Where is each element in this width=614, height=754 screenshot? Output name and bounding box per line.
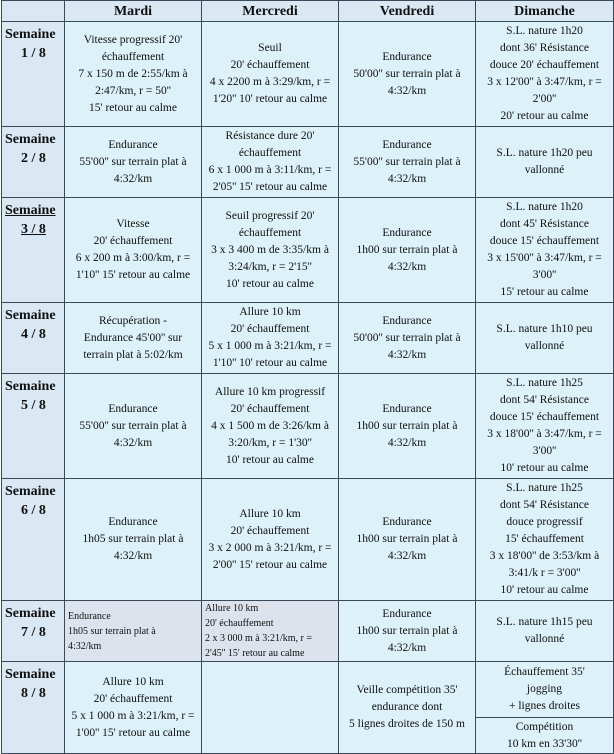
cell-line: Vitesse (116, 218, 150, 230)
cell-line: échauffement (238, 226, 302, 239)
cell-line: 3 x 12'00'' à 3:47/km, r = (487, 76, 602, 88)
week-label-number: 1 / 8 (21, 46, 46, 61)
week-label-word: Semaine (5, 203, 56, 218)
session-dimanche (476, 127, 614, 198)
cell-line: 4:32/km (387, 550, 427, 562)
week-label (2, 601, 65, 662)
cell-line: 4:32/km (113, 550, 153, 562)
cell-line: Endurance (108, 138, 158, 151)
week-label-number: 7 / 8 (21, 625, 46, 640)
week-label-number: 6 / 8 (21, 503, 46, 518)
cell-line: 15' retour au calme (500, 286, 589, 298)
week-label (2, 303, 65, 374)
cell-line: Allure 10 km (239, 306, 301, 318)
cell-line: Résistance dure 20' (225, 130, 315, 142)
cell-line: 5 x 1 000 m à 3:21/km, r = (71, 709, 195, 722)
session-mercredi (202, 22, 339, 127)
cell-line: Endurance (382, 607, 432, 620)
week-row (2, 662, 614, 754)
week-label-word: Semaine (5, 606, 56, 621)
cell-line: 20' échauffement (93, 692, 173, 705)
cell-line: terrain plat à 5:02/km (83, 348, 183, 361)
week-label-number: 5 / 8 (21, 398, 46, 413)
cell-line: 2'00'' (532, 93, 557, 105)
session-dimanche (476, 303, 614, 374)
cell-line: Endurance (108, 516, 158, 528)
session-dimanche (476, 601, 614, 662)
cell-line: 50'00'' sur terrain plat à (353, 331, 461, 344)
cell-line: 3'00'' (532, 269, 557, 281)
week-label-number: 3 / 8 (21, 222, 46, 237)
cell-line: 55'00'' sur terrain plat à (79, 155, 187, 168)
cell-line: échauffement (238, 147, 302, 159)
cell-line: 20' échauffement (230, 402, 310, 415)
session-mardi (65, 601, 202, 662)
week-label-word: Semaine (5, 667, 56, 682)
week-label-number: 4 / 8 (21, 327, 46, 342)
cell-line: S.L. nature 1h25 (506, 482, 583, 494)
cell-line: 55'00'' sur terrain plat à (79, 419, 187, 432)
session-vendredi (339, 374, 476, 479)
cell-line: 6 x 200 m à 3:00/km, r = (75, 252, 191, 264)
week-row (2, 601, 614, 662)
cell-line: Seuil progressif 20' (225, 209, 315, 222)
cell-line: 1h00 sur terrain plat à (356, 533, 458, 545)
training-plan-table (1, 0, 614, 754)
header-vendredi: Vendredi (339, 1, 476, 22)
cell-line: vallonné (524, 164, 565, 176)
cell-line: 1h05 sur terrain plat à (68, 625, 156, 637)
session-mercredi (202, 662, 339, 754)
week-label-word: Semaine (5, 484, 56, 499)
cell-line: 50'00'' sur terrain plat à (353, 67, 461, 80)
cell-line: 4:32/km (387, 260, 427, 273)
cell-line: 2'00'' 15' retour au calme (212, 558, 328, 571)
week-row (2, 374, 614, 479)
cell-line: 1h00 sur terrain plat à (356, 624, 458, 637)
cell-line: 1h00 sur terrain plat à (356, 243, 458, 256)
session-vendredi (339, 601, 476, 662)
cell-line: 4 x 2200 m à 3:29/km, r = (209, 76, 331, 88)
week-label-word: Semaine (5, 308, 56, 323)
cell-line: 6 x 1 000 m à 3:11/km, r = (208, 164, 332, 176)
cell-line: 1'20'' 10' retour au calme (212, 93, 328, 105)
cell-line: 3'00'' (532, 445, 557, 457)
competition-block (476, 717, 613, 753)
cell-line: 7 x 150 m de 2:55/km à (78, 67, 188, 80)
cell-line: douce 20' échauffement (489, 59, 600, 71)
cell-line: 10' retour au calme (500, 462, 589, 474)
session-vendredi (339, 127, 476, 198)
week-label-number: 8 / 8 (21, 686, 46, 701)
cell-line: Allure 10 km (239, 507, 301, 520)
week-label (2, 198, 65, 303)
cell-line: 3:41/k r = 3'00'' (508, 567, 581, 579)
cell-line: 4:32/km (387, 172, 427, 185)
cell-line: 20' échauffement (230, 524, 310, 537)
cell-line: vallonné (524, 340, 565, 352)
cell-line: S.L. nature 1h20 (506, 201, 583, 213)
cell-line: S.L. nature 1h15 peu (496, 616, 593, 628)
cell-line: Veille compétition 35' (356, 684, 458, 696)
cell-line: 3:24/km, r = 2'15'' (228, 260, 312, 273)
session-mardi (65, 662, 202, 754)
week-label-word: Semaine (5, 132, 56, 147)
cell-line: dont 36' Résistance (500, 42, 589, 54)
cell-line: 5 lignes droites de 150 m (349, 718, 465, 730)
cell-line: Allure 10 km progressif (214, 385, 326, 398)
cell-line: échauffement (101, 50, 165, 63)
cell-line: S.L. nature 1h25 (506, 377, 583, 389)
session-mercredi (202, 374, 339, 479)
session-dimanche (476, 22, 614, 127)
cell-line: 4:32/km (387, 348, 427, 361)
cell-line: 15' retour au calme (89, 101, 177, 114)
session-vendredi (339, 662, 476, 754)
week-label (2, 374, 65, 479)
session-vendredi (339, 303, 476, 374)
week-row (2, 198, 614, 303)
cell-line: douce 15' échauffement (489, 235, 600, 247)
session-dimanche (476, 198, 614, 303)
cell-line: 4:32/km (113, 436, 153, 449)
week-row (2, 127, 614, 198)
cell-line: 2 x 3 000 m à 3:21/km, r = (205, 633, 313, 644)
header-mercredi: Mercredi (202, 1, 339, 22)
corner-header (2, 1, 65, 22)
cell-line: Endurance 45'00'' sur (83, 331, 183, 344)
cell-line: S.L. nature 1h20 peu (496, 147, 593, 159)
cell-line: Endurance (382, 516, 432, 528)
session-mardi (65, 22, 202, 127)
week-label-number: 2 / 8 (21, 151, 46, 166)
session-mardi (65, 198, 202, 303)
cell-line: Compétition (515, 721, 574, 733)
session-mercredi (202, 303, 339, 374)
session-mardi (65, 303, 202, 374)
cell-line: Endurance (68, 610, 111, 622)
cell-line: 2'05'' 15' retour au calme (212, 181, 328, 193)
cell-line: 2:47/km, r = 50'' (95, 84, 171, 97)
cell-line: S.L. nature 1h10 peu (496, 323, 593, 335)
cell-line: 3 x 3 400 m de 3:35/km à (211, 243, 329, 256)
warmup-block (476, 662, 613, 717)
cell-line: douce 15' échauffement (489, 411, 600, 423)
session-vendredi (339, 198, 476, 303)
cell-line: 1h05 sur terrain plat à (82, 533, 184, 545)
week-label (2, 479, 65, 601)
week-label (2, 127, 65, 198)
cell-line: Récupération - (98, 314, 167, 327)
cell-line: 20' échauffement (205, 618, 274, 629)
cell-line: Endurance (382, 50, 432, 63)
cell-line: Vitesse progressif 20' (83, 33, 183, 46)
cell-line: 55'00'' sur terrain plat à (353, 155, 461, 168)
cell-line: 1'10'' 10' retour au calme (212, 357, 328, 369)
cell-line: 20' échauffement (93, 235, 173, 247)
header-dimanche: Dimanche (476, 1, 614, 22)
cell-line: 3 x 15'00'' à 3:47/km, r = (487, 252, 602, 264)
week-label (2, 662, 65, 754)
cell-line: 10' retour au calme (226, 453, 314, 466)
week-row (2, 303, 614, 374)
cell-line: 10 km en 33'30'' (507, 738, 582, 750)
session-mercredi (202, 198, 339, 303)
cell-line: Endurance (382, 402, 432, 415)
session-dimanche (476, 374, 614, 479)
cell-line: 20' échauffement (230, 323, 310, 335)
cell-line: 4:32/km (387, 436, 427, 449)
cell-line: 20' échauffement (230, 59, 310, 71)
cell-line: 10' retour au calme (226, 277, 314, 290)
cell-line: 1'10'' 15' retour au calme (75, 269, 191, 281)
session-mardi (65, 374, 202, 479)
cell-line: + lignes droites (508, 700, 580, 712)
cell-line: 1h00 sur terrain plat à (356, 419, 458, 432)
cell-line: jogging (526, 683, 563, 695)
cell-line: 3 x 18'00'' à 3:47/km, r = (487, 428, 602, 440)
cell-line: 20' retour au calme (500, 110, 589, 122)
cell-line: Allure 10 km (205, 603, 259, 614)
session-mercredi (202, 601, 339, 662)
cell-line: Allure 10 km (102, 675, 164, 688)
cell-line: endurance dont (371, 701, 443, 713)
cell-line: dont 45' Résistance (500, 218, 589, 230)
cell-line: 1'00'' 15' retour au calme (75, 726, 191, 739)
session-vendredi (339, 22, 476, 127)
session-mardi (65, 127, 202, 198)
cell-line: 4 x 1 500 m de 3:26/km à (211, 419, 329, 432)
cell-line: Seuil (258, 42, 282, 54)
cell-line: 4:32/km (68, 640, 102, 652)
cell-line: Échauffement 35' (504, 666, 585, 678)
cell-line: 10' retour au calme (500, 584, 589, 596)
cell-line: 4:32/km (387, 641, 427, 654)
cell-line: dont 54' Résistance (500, 499, 589, 511)
cell-line: 4:32/km (113, 172, 153, 185)
header-row (2, 1, 614, 22)
cell-line: 3:20/km, r = 1'30'' (228, 436, 312, 449)
session-dimanche (476, 662, 614, 754)
cell-line: dont 54' Résistance (500, 394, 589, 406)
cell-line: 15' échauffement (505, 533, 584, 545)
cell-line: Endurance (382, 314, 432, 327)
cell-line: 5 x 1 000 m à 3:21/km, r = (208, 340, 332, 352)
cell-line: 3 x 2 000 m à 3:21/km, r = (208, 541, 332, 554)
session-mercredi (202, 127, 339, 198)
cell-line: 4:32/km (387, 84, 427, 97)
week-row (2, 22, 614, 127)
cell-line: Endurance (382, 226, 432, 239)
session-vendredi (339, 479, 476, 601)
cell-line: Endurance (108, 402, 158, 415)
week-label-word: Semaine (5, 379, 56, 394)
cell-line: vallonné (524, 633, 565, 645)
header-mardi: Mardi (65, 1, 202, 22)
session-dimanche (476, 479, 614, 601)
session-mercredi (202, 479, 339, 601)
session-mardi (65, 479, 202, 601)
week-label-word: Semaine (5, 27, 56, 42)
week-row (2, 479, 614, 601)
cell-line: douce progressif (506, 516, 583, 528)
cell-line: 3 x 18'00'' de 3:53/km à (489, 550, 600, 562)
cell-line: S.L. nature 1h20 (506, 25, 583, 37)
week-label (2, 22, 65, 127)
cell-line: Endurance (382, 138, 432, 151)
cell-line: 2'45'' 15' retour au calme (205, 648, 305, 659)
